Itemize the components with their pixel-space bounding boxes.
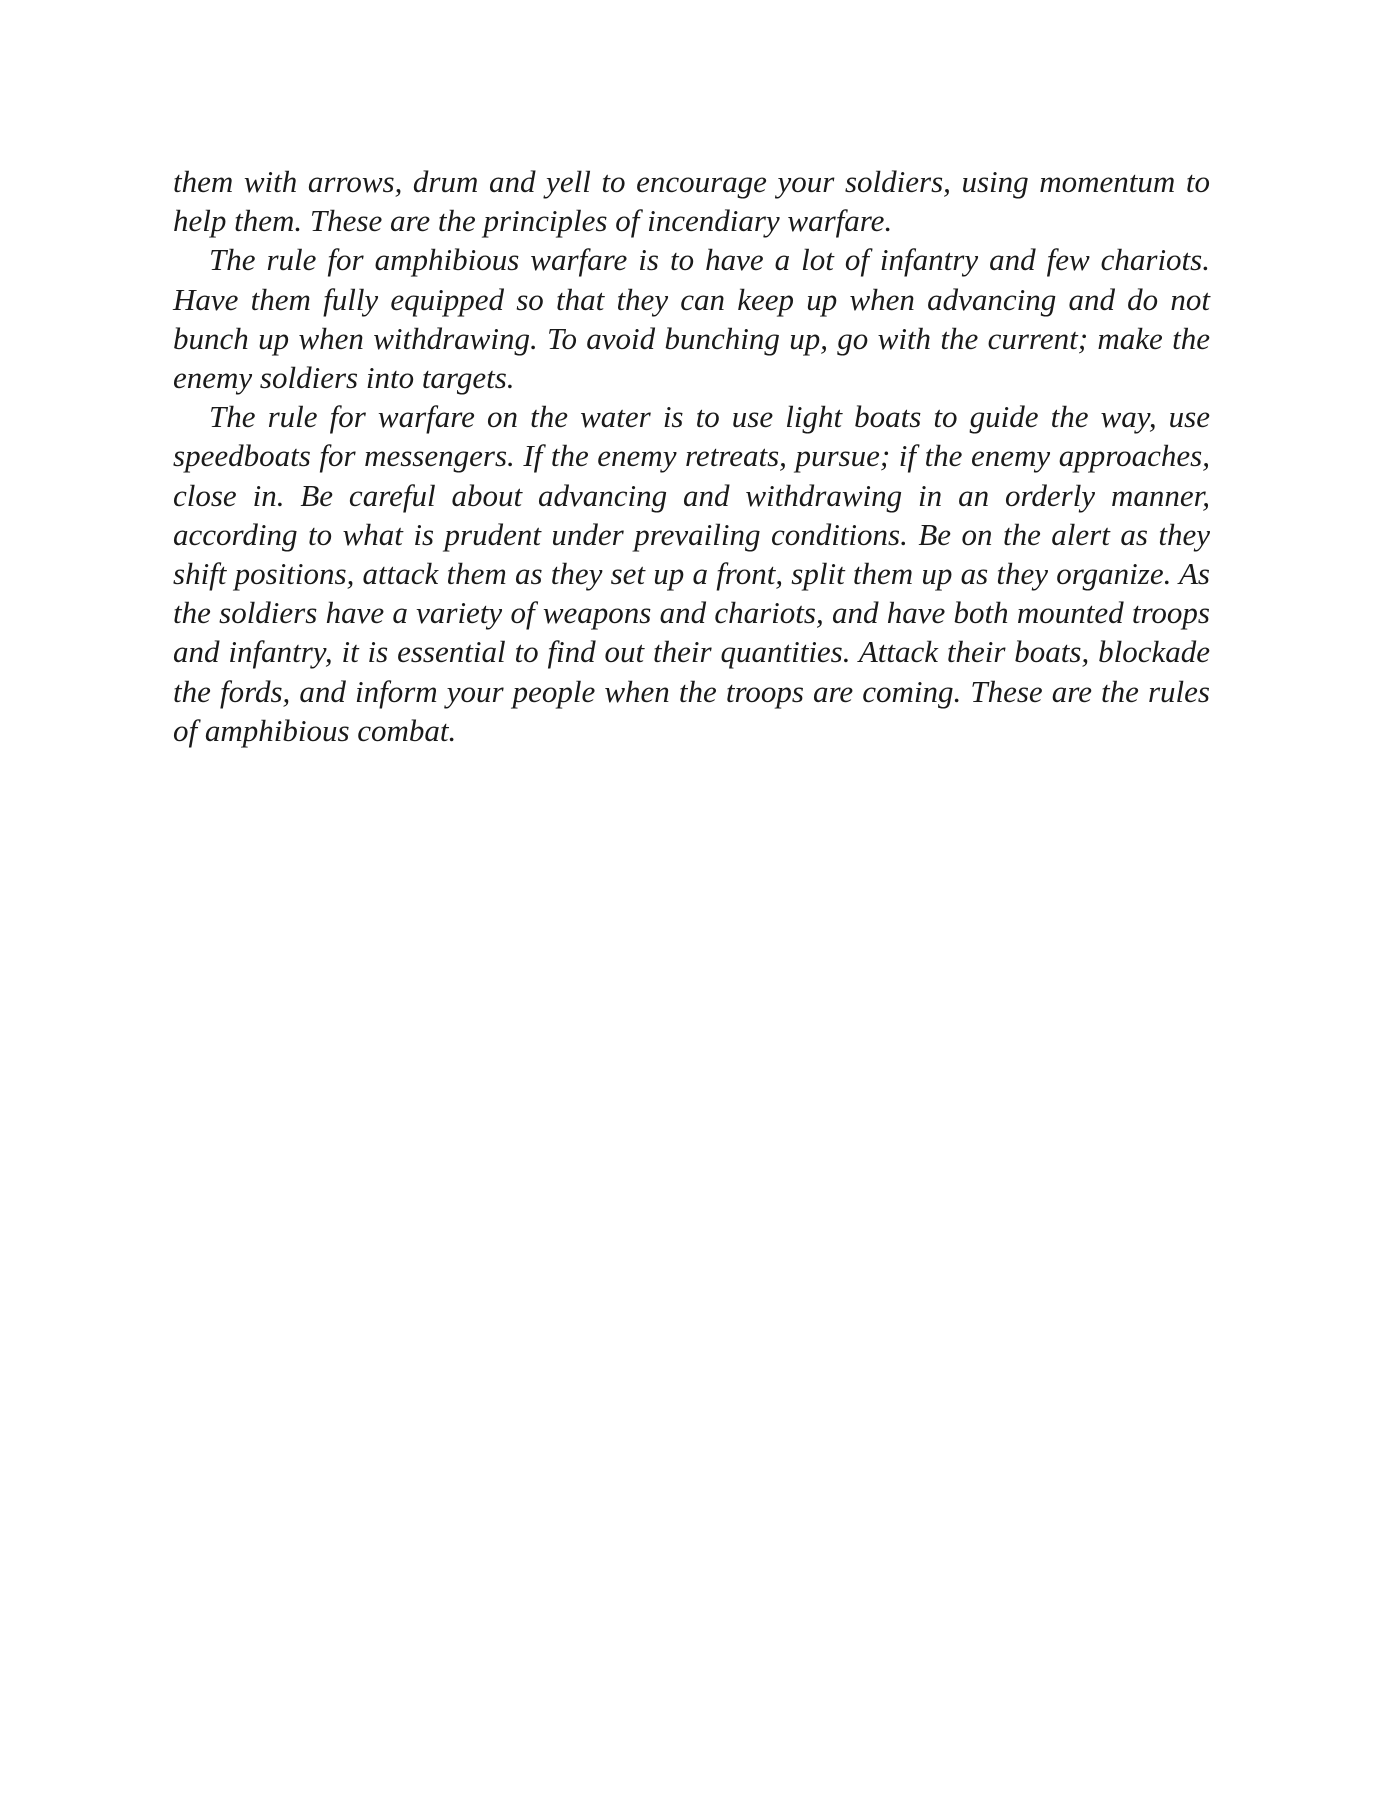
body-text — [173, 162, 1210, 750]
paragraph-water-warfare: The rule for warfare on the water is to use light boats to guide the way, use speedboats for messengers. If the enemy retreats, pursue; if the enemy approaches, close in. Be careful about advancing and withdrawing in an orderly manner, according to what is prudent under prevailing conditions. Be on the alert as they shift positions, attack them as they set up a front, split them up as they organize. As the soldiers have a variety of weapons and chariots, and have both mounted troops and infantry, it is essential to find out their quantities. Attack their boats, blockade the fords, and inform your people when the troops are coming. These are the rules of amphibious combat. — [173, 399, 1210, 748]
paragraph-incendiary-conclusion: them with arrows, drum and yell to encourage your soldiers, using momentum to help them. These are the principles of incendiary warfare. — [173, 164, 1210, 239]
paragraph-amphibious-warfare: The rule for amphibious warfare is to have a lot of infantry and few chariots. Have them fully equipped so that they can keep up when advancing and do not bunch up when withdrawing. To avoid bunching up, go with the current; make the enemy soldiers into targets. — [173, 242, 1210, 396]
